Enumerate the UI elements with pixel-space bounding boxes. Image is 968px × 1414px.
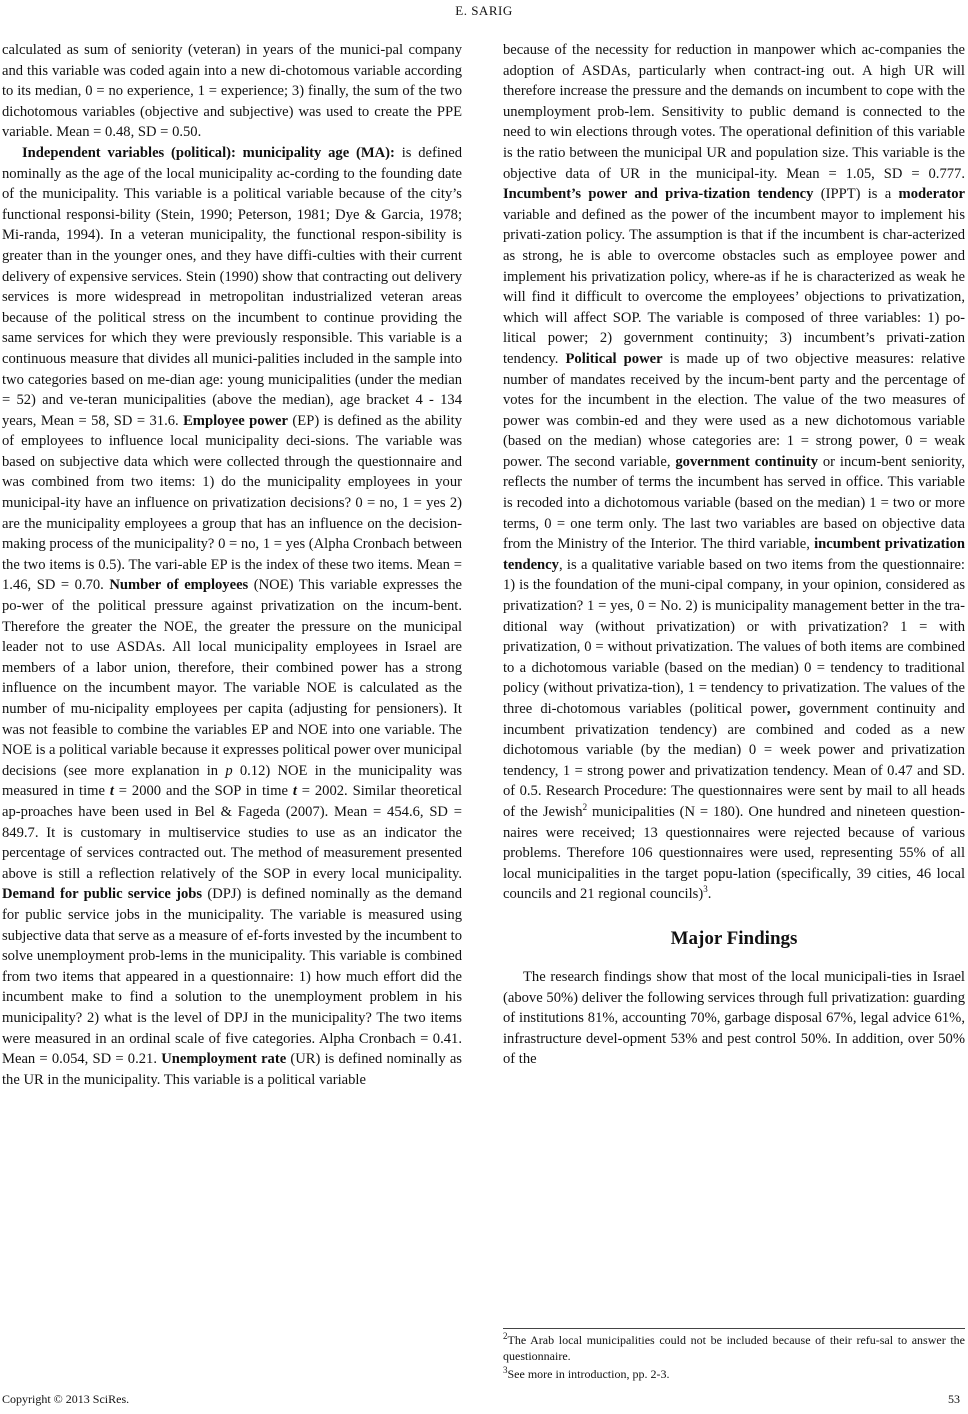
- text-noe-d: = 2002. Similar theoretical ap-proaches have been used in Bel & Fageda (2007). Mean = 454.6, SD = 849.7. It is customary in multiservice studies to use as an indicator the percentage of services contracted out. The method of measurement presented above is still a reflection relatively of the SOP in every local municipality.: [2, 783, 463, 882]
- footnote-ref-3[interactable]: 3: [703, 884, 708, 895]
- symbol-t-2002: t: [292, 783, 297, 800]
- text-period: .: [707, 886, 712, 903]
- section-heading-major-findings: Major Findings: [670, 927, 798, 949]
- text-ippt-c: variable and defined as the power of the incumbent mayor to implement his privati-zation policy. The assumption is that if the incumbent is char-acterized as strong, he is able to overcome obstacles such as employee power and implement his privatization policy, where-as if he is characterized as weak he will find it difficult to overcome the employees’ objections to privatization, which will affect SOP. The variable is composed of three variables: 1) po-litical power; 2) government continuity; 3) incumbent’s privati-zation tendency.: [503, 206, 965, 367]
- term-government-continuity: government continuity: [675, 453, 819, 470]
- paragraph-independent-variables: [2, 143, 462, 1090]
- text-demand-public-jobs: (DPJ) is defined nominally as the demand for public service jobs in the municipality. The variable is measured using subjective data that serve as a measure of ef-forts invested by the incumbent to solve unemployment prob-lems in the municipality. This variable is combined from two items that appeared in a questionnaire: 1) how much effort did the incumbent make to find a solution to the unemployment problem in his municipality? 2) what is the level of DPJ in the municipality? The two items were measured in an ordinal scale of five categories. Alpha Cronbach = 0.41. Mean = 0.054, SD = 0.21.: [2, 886, 462, 1068]
- text-noe-c: = 2000 and the SOP in time: [113, 783, 293, 800]
- footnote-mark-2: 2: [503, 1331, 508, 1341]
- text-unemployment-rate: (UR) is defined nominally as the UR in the municipality. This variable is a political variable: [2, 1051, 462, 1088]
- term-political-power: Political power: [565, 350, 663, 367]
- term-unemployment-rate: Unemployment rate: [161, 1051, 287, 1068]
- text-municipality-age: is defined nominally as the age of the local municipality ac-cording to the founding date of the municipality. This variable is a political variable because of the city’s functional responsi-bility (Stein, 1990; Peterson, 1981; Dye & Garcia, 1978; Mi-randa, 1994). In a veteran municipality, the functional respon-sibility is greater than in the younger ones, and they have diffi-culties with their current delivery of expensive services. Stein (1990) show that contracting out delivery services is more widespread in metropolitan industrialized veteran areas because of the political stress on the incumbent to continue providing the same services for which they were previously responsible. This variable is a continuous measure that divides all munici-palities included in the sample into two categories based on me-dian age: young municipalities (under the median = 52) and ve-teran municipalities (above the median), age bracket 4 - 134 years, Mean = 58, SD = 31.6.: [2, 144, 462, 429]
- term-number-of-employees: Number of employees: [109, 577, 249, 594]
- text-employee-power: (EP) is defined as the ability of employees to influence local municipality deci-sions. The variable was based on subjective data which were collected through the questionnaire and was combined from two items: 1) do the municipality employees in your municipal-ity have an influence on privatization decisions? 0 = no, 1 = yes 2) are the municipality employees a group that has an influence on the decision-making process of the municipality? 0 = no, 1 = yes (Alpha Cronbach between the two items is 0.5). The vari-able EP is the index of these two items. Mean = 1.46, SD = 0.70.: [2, 412, 462, 594]
- text-ippt-b: (IPPT) is a: [813, 186, 899, 203]
- term-employee-power: Employee power: [183, 412, 289, 429]
- symbol-t-2000: t: [109, 783, 114, 800]
- right-column: [503, 40, 965, 1070]
- running-head: E. SARIG: [455, 3, 513, 18]
- text-political-power: is made up of two objective measures: relative number of mandates received by the incum-bent party and the percentage of votes for the incumbent in the election. The value of the two measures of power was combin-ed and they were used as a new dichotomous variable (based on the median) whose categories are: 1 = strong power, 0 = weak power. The second variable,: [503, 350, 965, 470]
- bold-comma: ,: [786, 701, 791, 717]
- heading-municipality-age: Independent variables (political): municipality age (MA):: [22, 144, 395, 161]
- footnote-3: [503, 1366, 965, 1382]
- text-ipt: , is a qualitative variable based on two items from the questionnaire: 1) is the foundation of the muni-cipal company, in your opinion, considered as privatization? 1 = yes, 0 = No. 2) is municipality management better in the tra-ditional way (without privatization) or with privatization? 1 = with privatization, 0 = without privatization. The values of both items are combined to a dichotomous variable (based on the median) 0 = tendency to traditional policy (without privatiza-tion), 1 = tendency to privatization. The values of the three di-chotomous variables (political power: [503, 556, 965, 717]
- text-noe-b: 0.12) NOE in the municipality was measured in time: [2, 762, 463, 800]
- term-ippt: Incumbent’s power and priva-tization tendency: [503, 186, 814, 203]
- term-moderator: moderator: [898, 186, 965, 203]
- text-procedure: government continuity and incumbent privatization tendency) are combined and coded as a new dichotomous variable (by the median) 0 = week power and privatization tendency, 1 = strong power and privatization tendency. Mean of 0.47 and SD. of 0.5. Research Procedure: The questionnaires were sent by mail to all heads of the Jewish: [503, 701, 965, 820]
- paragraph-ppe-variable: calculated as sum of seniority (veteran) in years of the munici-pal company and this variable was coded again into a new di-chotomous variable according to its median, 0 = no experience, 1 = experience; 3) finally, the sum of the two dichotomous variables (objective and subjective) was used to create the PPE variable. Mean = 0.48, SD = 0.50.: [2, 42, 462, 141]
- footnote-mark-3: 3: [503, 1365, 508, 1375]
- footnote-2: [503, 1332, 965, 1364]
- term-demand-public-jobs: Demand for public service jobs: [2, 886, 203, 903]
- footnote-2-text: The Arab local municipalities could not be included because of their refu-sal to answer the questionnaire.: [503, 1333, 965, 1363]
- footnote-3-text: See more in introduction, pp. 2-3.: [507, 1367, 670, 1381]
- symbol-p: p: [225, 762, 233, 779]
- left-column: [2, 40, 462, 1090]
- page-number: 53: [948, 1392, 960, 1406]
- text-sample: municipalities (N = 180). One hundred and nineteen question-naires were received; 13 questionnaires were rejected because of various problems. Therefore 106 questionnaires were used, representing 55% of all local municipalities in the target popu-lation (specifically, 39 cities, 46 local councils and 21 regional councils): [503, 803, 966, 903]
- text-ur-continued: because of the necessity for reduction in manpower which ac-companies the adoption of ASDAs, particularly when contract-ing out. A high UR will therefore increase the pressure and the demands on incumbent to cope with the unemployment prob-lem. Sensitivity to public demand is connected to the need to win elections through votes. The operational definition of this variable is the ratio between the municipal UR and population size. This variable is the objective data of UR in the municipal-ity. Mean = 1.05, SD = 0.777.: [503, 42, 965, 182]
- paragraph-continued: [503, 40, 965, 905]
- footnote-ref-2[interactable]: 2: [582, 802, 588, 813]
- term-incumbent-privatization-tendency: incumbent privatization tendency: [503, 536, 965, 573]
- footnote-divider: [503, 1328, 965, 1329]
- footnotes: [503, 1332, 965, 1384]
- text-government-continuity: or incum-bent seniority, reflects the number of terms the incumbent has served in office. This variable is recoded into a dichotomous variable (based on the median) 1 = two or more terms, 0 = one term only. The last two variables are based on objective data from the Ministry of the Interior. The third variable,: [503, 453, 965, 553]
- text-noe-a: (NOE) This variable expresses the po-wer of the political pressure against privatization on the incum-bent. Therefore the greater the NOE, the greater the pressure on the municipal leader not to use ASDAs. All local municipality employees in Israel are members of a labor union, therefore, their combined power has a strong influence on the incumbent mayor. The variable NOE is calculated as the number of mu-nicipality employees per capita (adjusting for pensioners). It was not feasible to combine the variables EP and NOE into one variable. The NOE is a political variable because it expresses political power over municipal decisions (see more explanation in: [2, 577, 463, 779]
- paragraph-findings: The research findings show that most of the local municipali-ties in Israel (above 50%) deliver the following services through full privatization: guarding of institutions 81%, accounting 70%, garbage disposal 67%, legal advice 61%, infrastructure devel-opment 53% and pest control 50%. In addition, over 50% of the: [503, 968, 965, 1068]
- copyright-notice: Copyright © 2013 SciRes.: [2, 1392, 130, 1406]
